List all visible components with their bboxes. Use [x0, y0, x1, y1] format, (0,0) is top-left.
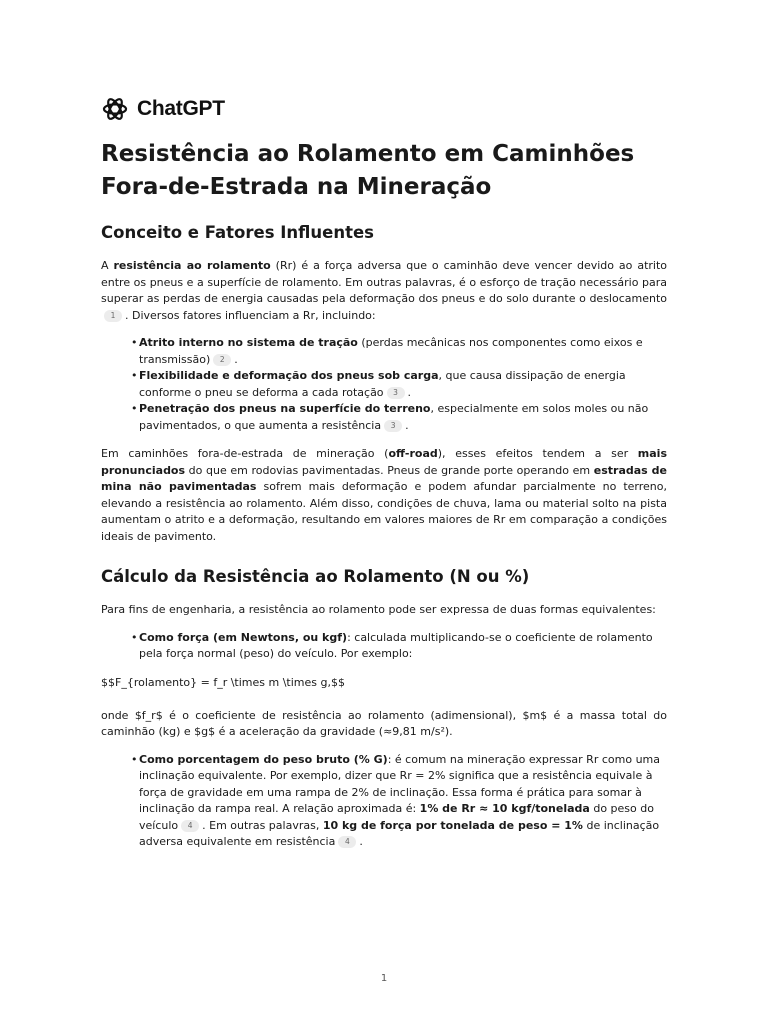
text-span: : calculada multiplicando-se o coeficiente de rolamento pela força normal (peso) do veículo. Por exemplo: — [139, 630, 653, 660]
text-span: . — [407, 385, 412, 399]
section-heading-calculation: Cálculo da Resistência ao Rolamento (N ou %) — [101, 567, 530, 586]
text-span: (Rr) é a força adversa que o caminhão deve vencer devido ao atrito entre os pneus e a superfície de rolamento. Em outras palavras, é o esforço de tração necessário para superar as perdas de energia causadas pela deformação dos pneus e do solo durante o deslocamento — [101, 259, 668, 305]
bold-term: Penetração dos pneus na superfície do terreno — [139, 402, 431, 415]
bold-term: Flexibilidade e deformação dos pneus sob carga — [139, 369, 439, 382]
text-span: : é comum na mineração expressar Rr como uma inclinação equivalente. Por exemplo, dizer que Rr = 2% significa que a resistência equivale à força de gravidade em uma rampa de 2% de inclinação. Essa forma é prática para somar à inclinação da rampa real. A relação aproximada é: — [139, 752, 660, 815]
list-item — [131, 335, 667, 368]
factors-list — [101, 335, 667, 434]
text-span: (perdas mecânicas nos componentes como eixos e transmissão) — [139, 336, 643, 366]
text-span: , especialmente em solos moles ou não pavimentados, o que aumenta a resistência — [139, 402, 649, 432]
chatgpt-logo — [101, 95, 225, 123]
text-span: . — [359, 835, 363, 848]
list-item — [131, 401, 667, 434]
list-item — [131, 752, 667, 851]
calculation-intro: Para fins de engenharia, a resistência ao rolamento pode ser expressa de duas formas equivalentes: — [101, 603, 656, 616]
bold-term: resistência ao rolamento — [113, 259, 271, 272]
bold-term: off-road — [388, 447, 438, 460]
text-span: , que causa dissipação de energia conforme o pneu se deforma a cada rotação — [139, 369, 626, 399]
formula-text: $$F_{rolamento} = f_r \times m \times g,$$ — [101, 675, 345, 689]
text-span: A — [101, 259, 114, 272]
text-span: do que em rodovias pavimentadas. Pneus de grande porte operando em — [185, 463, 594, 477]
openai-logo-icon — [101, 95, 129, 123]
intro-paragraph — [101, 258, 667, 324]
citation-badge[interactable]: 3 — [387, 387, 405, 399]
bold-term: 10 kg de força por tonelada de peso = 1% — [322, 818, 583, 832]
bold-term: Como força (em Newtons, ou kgf) — [139, 630, 348, 644]
text-span: . — [234, 352, 238, 366]
citation-badge[interactable]: 4 — [338, 836, 356, 848]
citation-badge[interactable]: 2 — [213, 354, 231, 366]
section-heading-concept: Conceito e Fatores Influentes — [101, 223, 374, 242]
text-span: do peso do veículo — [139, 802, 654, 832]
text-span: ), esses efeitos tendem a ser — [437, 447, 638, 460]
page-number: 1 — [380, 973, 388, 984]
text-span: . Diversos fatores influenciam a Rr, incluindo: — [125, 308, 376, 322]
offroad-paragraph — [101, 446, 667, 545]
list-item — [131, 368, 667, 401]
citation-badge[interactable]: 1 — [104, 310, 122, 322]
document-title: Resistência ao Rolamento em Caminhões Fora-de-Estrada na Mineração — [101, 141, 635, 200]
bold-term: Como porcentagem do peso bruto (% G) — [139, 752, 388, 766]
bold-term: Atrito interno no sistema de tração — [139, 336, 358, 349]
document-content — [101, 138, 667, 863]
text-span: de inclinação adversa equivalente em resistência — [139, 818, 660, 848]
text-span: sofrem mais deformação e podem afundar parcialmente no terreno, elevando a resistência ao rolamento. Além disso, condições de chuva, lama ou material solto na pista aumentam o atrito e a deformação, resultando em valores maiores de Rr em comparação a condições ideais de pavimento. — [101, 480, 667, 543]
brand-name: ChatGPT — [137, 97, 225, 120]
bold-term: mais pronunciados — [101, 447, 667, 477]
bold-term: estradas de mina não pavimentadas — [101, 463, 667, 493]
citation-badge[interactable]: 3 — [384, 420, 402, 432]
list-item — [131, 630, 667, 663]
force-list — [101, 630, 667, 663]
formula-explanation: onde $f_r$ é o coeficiente de resistência ao rolamento (adimensional), $m$ é a massa total do caminhão (kg) e $g$ é a aceleração da gravidade (≈9,81 m/s²). — [101, 708, 667, 738]
percentage-list — [101, 752, 667, 851]
text-span: . — [405, 418, 409, 432]
bold-term: 1% de Rr ≈ 10 kgf/tonelada — [419, 802, 590, 815]
text-span: . Em outras palavras, — [202, 818, 323, 832]
citation-badge[interactable]: 4 — [181, 820, 199, 832]
text-span: Em caminhões fora-de-estrada de mineração ( — [101, 447, 389, 460]
